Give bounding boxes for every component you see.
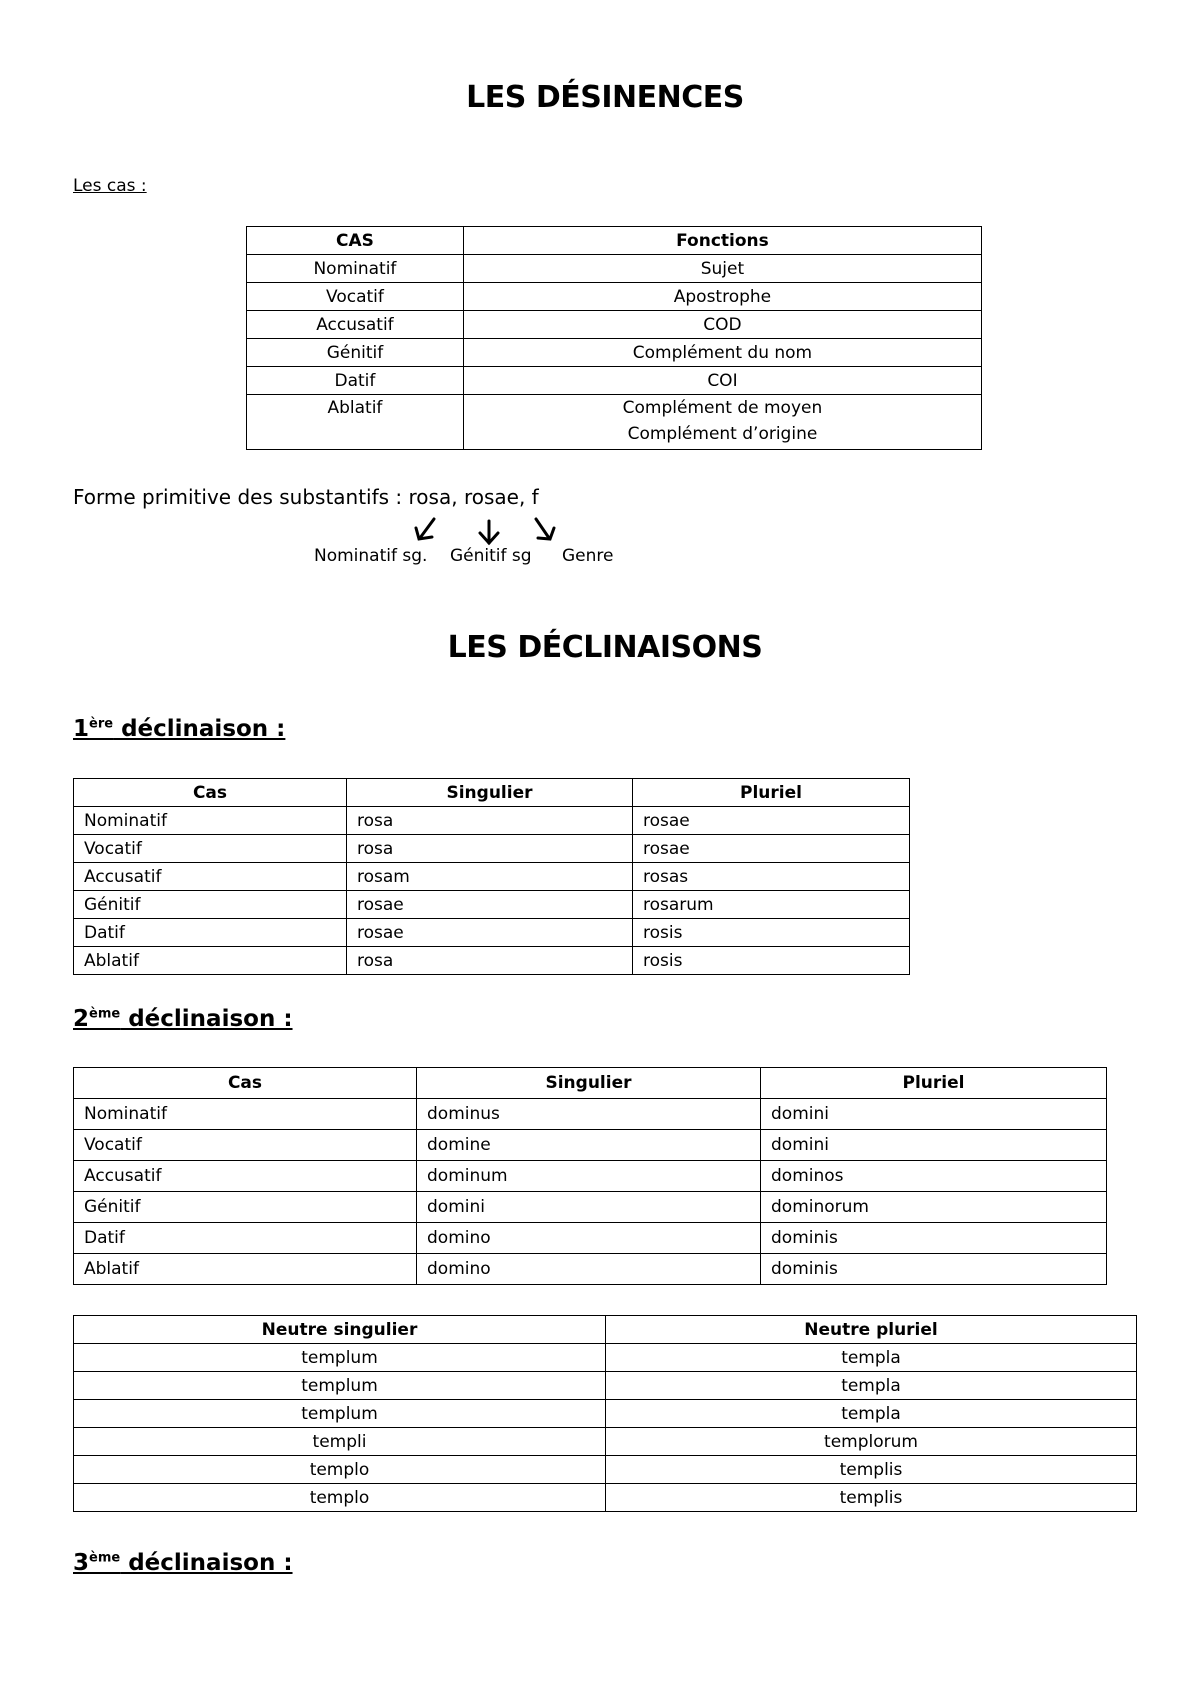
cell-singulier: rosa	[347, 807, 633, 835]
fonction-line: Complément d’origine	[627, 424, 818, 444]
cell-pluriel: dominorum	[761, 1192, 1107, 1223]
heading-2eme-declinaison	[73, 1006, 293, 1032]
table-row	[74, 1400, 1137, 1428]
table-1ere-declinaison	[73, 778, 910, 975]
cell-singulier: domino	[417, 1254, 761, 1285]
cell-cas: Vocatif	[74, 1130, 417, 1161]
cell-pluriel: domini	[761, 1130, 1107, 1161]
cell-cas: Accusatif	[74, 1161, 417, 1192]
heading-number: 1	[73, 716, 90, 742]
cell-singulier: domine	[417, 1130, 761, 1161]
heading-sup: ème	[89, 1550, 121, 1566]
arrow-down-left-icon	[416, 519, 434, 539]
cell-cas: Nominatif	[74, 1099, 417, 1130]
forme-primitive: Forme primitive des substantifs : rosa, rosae, f	[73, 485, 539, 509]
table-row	[74, 1372, 1137, 1400]
cell-fonction: COI	[463, 367, 981, 395]
cell-cas: Vocatif	[247, 283, 464, 311]
cell-singulier: rosae	[347, 919, 633, 947]
cell-fonction: Sujet	[463, 255, 981, 283]
label-genitif-sg: Génitif sg	[450, 546, 532, 566]
cell-singulier: domini	[417, 1192, 761, 1223]
heading-label: déclinaison :	[120, 1550, 293, 1576]
table-row	[74, 891, 910, 919]
cell-cas: Accusatif	[247, 311, 464, 339]
cell-pluriel: dominis	[761, 1254, 1107, 1285]
cell-pluriel: rosae	[633, 807, 910, 835]
cell-neutre-pluriel: templa	[606, 1344, 1137, 1372]
table-row	[247, 339, 982, 367]
table-row	[74, 1192, 1107, 1223]
table-row	[247, 395, 982, 450]
cell-pluriel: rosae	[633, 835, 910, 863]
table-row	[74, 1428, 1137, 1456]
cell-cas: Vocatif	[74, 835, 347, 863]
header-singulier: Singulier	[417, 1068, 761, 1099]
cell-neutre-pluriel: templa	[606, 1400, 1137, 1428]
cas-label: Les cas :	[73, 176, 147, 196]
table-row	[74, 1161, 1107, 1192]
cell-neutre-pluriel: templis	[606, 1456, 1137, 1484]
header-pluriel: Pluriel	[633, 779, 910, 807]
cell-cas: Nominatif	[247, 255, 464, 283]
cell-cas: Datif	[74, 1223, 417, 1254]
cell-singulier: rosam	[347, 863, 633, 891]
cell-pluriel: dominos	[761, 1161, 1107, 1192]
cell-neutre-singulier: templo	[74, 1484, 606, 1512]
fonction-line: Complément de moyen	[622, 398, 823, 418]
cell-singulier: rosa	[347, 947, 633, 975]
cell-cas: Nominatif	[74, 807, 347, 835]
heading-number: 2	[73, 1006, 90, 1032]
cell-pluriel: rosis	[633, 919, 910, 947]
cell-pluriel: rosis	[633, 947, 910, 975]
table-row	[74, 1456, 1137, 1484]
table-header-row	[247, 227, 982, 255]
table-row	[74, 1223, 1107, 1254]
cell-pluriel: domini	[761, 1099, 1107, 1130]
arrow-down-icon	[480, 521, 498, 543]
title-desinences: LES DÉSINENCES	[466, 80, 744, 115]
heading-sup: ère	[89, 716, 114, 732]
cell-fonction	[463, 395, 981, 450]
cell-cas: Génitif	[74, 891, 347, 919]
header-cas: CAS	[247, 227, 464, 255]
table-row	[74, 1130, 1107, 1161]
heading-sup: ème	[89, 1006, 121, 1022]
heading-3eme-declinaison	[73, 1550, 293, 1576]
title-declinaisons: LES DÉCLINAISONS	[447, 630, 763, 665]
cell-neutre-pluriel: templa	[606, 1372, 1137, 1400]
table-row	[74, 919, 910, 947]
label-nominatif-sg: Nominatif sg.	[314, 546, 428, 566]
heading-label: déclinaison :	[120, 1006, 293, 1032]
cell-cas: Génitif	[247, 339, 464, 367]
cell-cas: Datif	[247, 367, 464, 395]
cell-neutre-singulier: templum	[74, 1344, 606, 1372]
cell-singulier: dominus	[417, 1099, 761, 1130]
cell-singulier: dominum	[417, 1161, 761, 1192]
header-fonctions: Fonctions	[463, 227, 981, 255]
cell-neutre-pluriel: templorum	[606, 1428, 1137, 1456]
table-row	[74, 1099, 1107, 1130]
header-singulier: Singulier	[347, 779, 633, 807]
cell-cas: Ablatif	[247, 395, 464, 450]
cell-neutre-singulier: templum	[74, 1372, 606, 1400]
cas-table	[246, 226, 982, 450]
table-header-row	[74, 779, 910, 807]
table-row	[74, 947, 910, 975]
cell-neutre-singulier: templi	[74, 1428, 606, 1456]
table-row	[74, 863, 910, 891]
table-row	[74, 1484, 1137, 1512]
arrows-annotation	[408, 516, 568, 546]
cell-fonction: COD	[463, 311, 981, 339]
cell-singulier: rosae	[347, 891, 633, 919]
cell-fonction: Complément du nom	[463, 339, 981, 367]
table-row	[247, 367, 982, 395]
table-header-row	[74, 1068, 1107, 1099]
table-header-row	[74, 1316, 1137, 1344]
table-neutre	[73, 1315, 1137, 1512]
cell-neutre-singulier: templo	[74, 1456, 606, 1484]
cell-cas: Ablatif	[74, 947, 347, 975]
header-neutre-singulier: Neutre singulier	[74, 1316, 606, 1344]
cell-cas: Accusatif	[74, 863, 347, 891]
cell-cas: Génitif	[74, 1192, 417, 1223]
cell-neutre-pluriel: templis	[606, 1484, 1137, 1512]
cell-pluriel: rosas	[633, 863, 910, 891]
table-row	[74, 835, 910, 863]
heading-label: déclinaison :	[113, 716, 286, 742]
table-row	[247, 255, 982, 283]
cell-cas: Ablatif	[74, 1254, 417, 1285]
cell-fonction: Apostrophe	[463, 283, 981, 311]
heading-number: 3	[73, 1550, 90, 1576]
cell-pluriel: dominis	[761, 1223, 1107, 1254]
table-row	[74, 807, 910, 835]
header-cas: Cas	[74, 779, 347, 807]
cell-cas: Datif	[74, 919, 347, 947]
table-row	[247, 311, 982, 339]
label-genre: Genre	[562, 546, 614, 566]
cell-pluriel: rosarum	[633, 891, 910, 919]
header-neutre-pluriel: Neutre pluriel	[606, 1316, 1137, 1344]
table-row	[74, 1344, 1137, 1372]
cell-neutre-singulier: templum	[74, 1400, 606, 1428]
cell-singulier: domino	[417, 1223, 761, 1254]
table-row	[74, 1254, 1107, 1285]
header-cas: Cas	[74, 1068, 417, 1099]
heading-1ere-declinaison	[73, 716, 285, 742]
table-row	[247, 283, 982, 311]
header-pluriel: Pluriel	[761, 1068, 1107, 1099]
arrow-down-right-icon	[536, 519, 554, 539]
table-2eme-declinaison	[73, 1067, 1107, 1285]
cell-singulier: rosa	[347, 835, 633, 863]
